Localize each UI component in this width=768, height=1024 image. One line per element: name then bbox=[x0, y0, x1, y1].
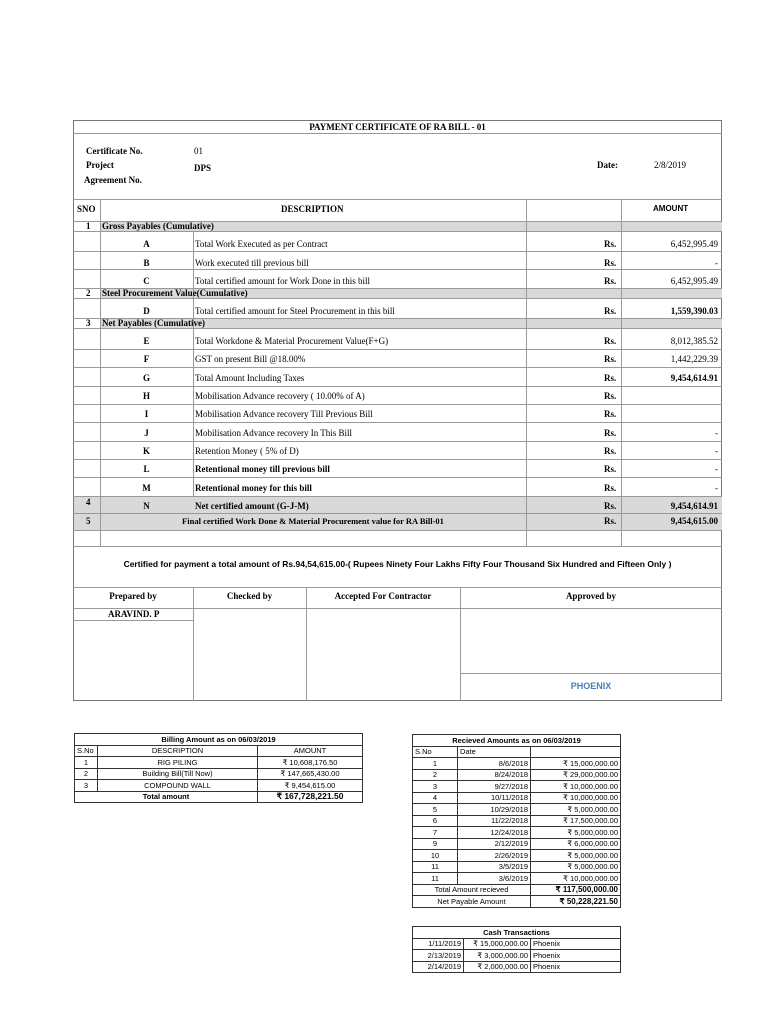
received-cell-sno: 5 bbox=[413, 804, 458, 816]
table-row bbox=[413, 873, 621, 885]
billing-total: ₹ 167,728,221.50 bbox=[258, 791, 363, 803]
received-cell-sno: 10 bbox=[413, 850, 458, 862]
row-code: E bbox=[143, 336, 150, 346]
received-cell-sno: 6 bbox=[413, 815, 458, 827]
received-cell-amount: ₹ 10,000,000.00 bbox=[531, 781, 621, 793]
agreement-label: Agreement No. bbox=[84, 175, 142, 185]
row-amount: - bbox=[715, 464, 718, 474]
row-rs: Rs. bbox=[604, 516, 617, 526]
billing-cell-sno: 2 bbox=[75, 768, 98, 780]
row-description: Mobilisation Advance recovery ( 10.00% of A) bbox=[195, 391, 365, 401]
received-header-amount bbox=[531, 746, 621, 758]
row-description: GST on present Bill @18.00% bbox=[195, 354, 306, 364]
row-description: Mobilisation Advance recovery In This Bill bbox=[195, 428, 353, 438]
received-cell-date: 9/27/2018 bbox=[458, 781, 531, 793]
received-cell-amount: ₹ 5,000,000.00 bbox=[531, 827, 621, 839]
row-description: Final certified Work Done & Material Procurement value for RA Bill-01 bbox=[182, 516, 444, 526]
row-rs: Rs. bbox=[604, 428, 617, 438]
row-no: 4 bbox=[86, 497, 91, 507]
received-cell-amount: ₹ 10,000,000.00 bbox=[531, 792, 621, 804]
received-cell-sno: 9 bbox=[413, 838, 458, 850]
row-amount: 1,442,229.39 bbox=[670, 354, 718, 364]
table-row bbox=[413, 804, 621, 816]
section-title-3: Net Payables (Cumulative) bbox=[102, 318, 205, 328]
row-code: K bbox=[142, 446, 150, 456]
table-row bbox=[413, 961, 621, 973]
received-cell-sno: 11 bbox=[413, 873, 458, 885]
received-cell-date: 2/12/2019 bbox=[458, 838, 531, 850]
row-rs: Rs. bbox=[604, 446, 617, 456]
received-cell-date: 8/6/2018 bbox=[458, 758, 531, 770]
table-row bbox=[413, 861, 621, 873]
cash-cell-amount: ₹ 2,000,000.00 bbox=[464, 961, 531, 973]
row-description: Total Workdone & Material Procurement Value(F+G) bbox=[195, 336, 389, 346]
received-cell-sno: 7 bbox=[413, 827, 458, 839]
billing-header-amount: AMOUNT bbox=[258, 745, 363, 757]
row-description: Total certified amount for Steel Procurement in this bill bbox=[195, 306, 395, 316]
row-no: 5 bbox=[86, 516, 91, 526]
cash-cell-name: Phoenix bbox=[531, 938, 621, 950]
table-row bbox=[413, 781, 621, 793]
row-amount: 1,559,390.03 bbox=[670, 306, 718, 316]
row-code: A bbox=[143, 239, 150, 249]
cash-cell-date: 2/14/2019 bbox=[413, 961, 464, 973]
received-cell-sno: 2 bbox=[413, 769, 458, 781]
row-rs: Rs. bbox=[604, 258, 617, 268]
row-rs: Rs. bbox=[604, 354, 617, 364]
billing-title: Billing Amount as on 06/03/2019 bbox=[75, 734, 363, 746]
received-cell-date: 8/24/2018 bbox=[458, 769, 531, 781]
received-cell-date: 11/22/2018 bbox=[458, 815, 531, 827]
row-description: Total Amount Including Taxes bbox=[195, 373, 305, 383]
col-amount: AMOUNT bbox=[653, 204, 689, 213]
row-amount: 9,454,614.91 bbox=[670, 373, 718, 383]
row-rs: Rs. bbox=[604, 306, 617, 316]
table-row bbox=[413, 850, 621, 862]
row-amount: - bbox=[715, 428, 718, 438]
table-row bbox=[413, 838, 621, 850]
billing-cell-description: RIG PILING bbox=[98, 757, 258, 769]
row-description: Total Work Executed as per Contract bbox=[195, 239, 328, 249]
billing-header-description: DESCRIPTION bbox=[98, 745, 258, 757]
row-amount: - bbox=[715, 446, 718, 456]
row-code: B bbox=[143, 258, 150, 268]
billing-cell-sno: 3 bbox=[75, 780, 98, 792]
net-payable-label: Net Payable Amount bbox=[413, 896, 531, 908]
section-no-3: 3 bbox=[86, 318, 91, 328]
received-cell-amount: ₹ 17,500,000.00 bbox=[531, 815, 621, 827]
row-description: Retentional money till previous bill bbox=[195, 464, 330, 474]
row-description: Total certified amount for Work Done in this bill bbox=[195, 276, 370, 286]
billing-cell-amount: ₹ 10,608,176.50 bbox=[258, 757, 363, 769]
approved-by-header: Approved by bbox=[565, 591, 617, 601]
billing-cell-description: Building Bill(Till Now) bbox=[98, 768, 258, 780]
date-label: Date: bbox=[597, 160, 618, 170]
row-code: G bbox=[142, 373, 150, 383]
billing-table bbox=[74, 733, 363, 803]
certificate-no: 01 bbox=[194, 146, 203, 156]
table-row bbox=[413, 815, 621, 827]
col-sno: SNO bbox=[77, 204, 96, 214]
table-row bbox=[413, 769, 621, 781]
row-rs: Rs. bbox=[604, 276, 617, 286]
received-table bbox=[412, 734, 621, 908]
received-total-label: Total Amount recieved bbox=[413, 884, 531, 896]
cash-cell-name: Phoenix bbox=[531, 961, 621, 973]
row-amount: 6,452,995.49 bbox=[670, 239, 718, 249]
cash-cell-amount: ₹ 3,000,000.00 bbox=[464, 950, 531, 962]
received-cell-sno: 4 bbox=[413, 792, 458, 804]
section-title-1: Gross Payables (Cumulative) bbox=[102, 221, 214, 231]
table-row bbox=[75, 780, 363, 792]
accepted-by-header: Accepted For Contractor bbox=[334, 591, 432, 601]
row-rs: Rs. bbox=[604, 501, 617, 511]
table-row bbox=[413, 938, 621, 950]
received-cell-amount: ₹ 15,000,000.00 bbox=[531, 758, 621, 770]
row-amount: 8,012,385.52 bbox=[670, 336, 718, 346]
row-code: L bbox=[143, 464, 150, 474]
certificate-no-label: Certificate No. bbox=[86, 146, 143, 156]
row-code: D bbox=[143, 306, 150, 316]
cash-cell-name: Phoenix bbox=[531, 950, 621, 962]
table-row bbox=[75, 757, 363, 769]
row-rs: Rs. bbox=[604, 373, 617, 383]
received-cell-sno: 1 bbox=[413, 758, 458, 770]
table-row bbox=[413, 827, 621, 839]
received-total: ₹ 117,500,000.00 bbox=[531, 884, 621, 896]
col-description: DESCRIPTION bbox=[281, 204, 344, 214]
cash-cell-amount: ₹ 15,000,000.00 bbox=[464, 938, 531, 950]
row-rs: Rs. bbox=[604, 391, 617, 401]
billing-cell-sno: 1 bbox=[75, 757, 98, 769]
received-cell-date: 2/26/2019 bbox=[458, 850, 531, 862]
received-cell-date: 3/5/2019 bbox=[458, 861, 531, 873]
billing-cell-description: COMPOUND WALL bbox=[98, 780, 258, 792]
certified-statement: Certified for payment a total amount of Rs.94,54,615.00-( Rupees Ninety Four Lakhs Fifty Four Thousand Six Hundred and Fifteen Only ) bbox=[123, 559, 672, 569]
row-code: F bbox=[143, 354, 150, 364]
prepared-by-header: Prepared by bbox=[109, 591, 157, 601]
cash-table bbox=[412, 926, 621, 973]
project-label: Project bbox=[86, 160, 114, 170]
row-rs: Rs. bbox=[604, 483, 617, 493]
section-no-2: 2 bbox=[86, 288, 91, 298]
table-row bbox=[413, 950, 621, 962]
received-header-date: Date bbox=[458, 746, 531, 758]
row-code: J bbox=[144, 428, 149, 438]
received-cell-date: 3/6/2019 bbox=[458, 873, 531, 885]
table-row bbox=[75, 768, 363, 780]
received-title: Recieved Amounts as on 06/03/2019 bbox=[413, 735, 621, 747]
checked-by-header: Checked by bbox=[226, 591, 273, 601]
row-rs: Rs. bbox=[604, 409, 617, 419]
row-description: Net certified amount (G-J-M) bbox=[195, 501, 309, 511]
prepared-by-name: ARAVIND. P bbox=[108, 609, 160, 619]
approved-by-name: PHOENIX bbox=[570, 681, 612, 691]
row-description: Work executed till previous bill bbox=[195, 258, 309, 268]
row-description: Mobilisation Advance recovery Till Previous Bill bbox=[195, 409, 373, 419]
section-title-2: Steel Procurement Value(Cumulative) bbox=[102, 288, 248, 298]
received-cell-sno: 3 bbox=[413, 781, 458, 793]
row-rs: Rs. bbox=[604, 336, 617, 346]
billing-cell-amount: ₹ 147,665,430.00 bbox=[258, 768, 363, 780]
received-header-sno: S.No bbox=[413, 746, 458, 758]
net-payable: ₹ 50,228,221.50 bbox=[531, 896, 621, 908]
received-cell-sno: 11 bbox=[413, 861, 458, 873]
received-cell-amount: ₹ 5,000,000.00 bbox=[531, 804, 621, 816]
cash-title: Cash Transactions bbox=[413, 927, 621, 939]
cash-cell-date: 2/13/2019 bbox=[413, 950, 464, 962]
table-row bbox=[413, 792, 621, 804]
row-code: I bbox=[144, 409, 149, 419]
row-code: H bbox=[142, 391, 150, 401]
billing-cell-amount: ₹ 9,454,615.00 bbox=[258, 780, 363, 792]
row-rs: Rs. bbox=[604, 464, 617, 474]
row-code: N bbox=[143, 501, 150, 511]
received-cell-amount: ₹ 5,000,000.00 bbox=[531, 861, 621, 873]
received-cell-date: 10/11/2018 bbox=[458, 792, 531, 804]
row-description: Retentional money for this bill bbox=[195, 483, 312, 493]
certificate-date: 2/8/2019 bbox=[654, 160, 687, 170]
received-cell-amount: ₹ 6,000,000.00 bbox=[531, 838, 621, 850]
billing-total-label: Total amount bbox=[75, 791, 258, 803]
certificate-title: PAYMENT CERTIFICATE OF RA BILL - 01 bbox=[309, 122, 486, 132]
row-code: C bbox=[143, 276, 150, 286]
row-amount: 9,454,614.91 bbox=[670, 501, 718, 511]
row-amount: - bbox=[715, 483, 718, 493]
row-amount: 9,454,615.00 bbox=[670, 516, 718, 526]
section-no-1: 1 bbox=[86, 221, 91, 231]
row-amount: - bbox=[715, 258, 718, 268]
received-cell-amount: ₹ 5,000,000.00 bbox=[531, 850, 621, 862]
received-cell-date: 12/24/2018 bbox=[458, 827, 531, 839]
row-rs: Rs. bbox=[604, 239, 617, 249]
row-code: M bbox=[142, 483, 151, 493]
table-row bbox=[413, 758, 621, 770]
project-name: DPS bbox=[194, 163, 212, 173]
received-cell-amount: ₹ 29,000,000.00 bbox=[531, 769, 621, 781]
received-cell-amount: ₹ 10,000,000.00 bbox=[531, 873, 621, 885]
row-description: Retention Money ( 5% of D) bbox=[195, 446, 299, 456]
billing-header-sno: S.No bbox=[75, 745, 98, 757]
row-amount: 6,452,995.49 bbox=[670, 276, 718, 286]
received-cell-date: 10/29/2018 bbox=[458, 804, 531, 816]
cash-cell-date: 1/11/2019 bbox=[413, 938, 464, 950]
